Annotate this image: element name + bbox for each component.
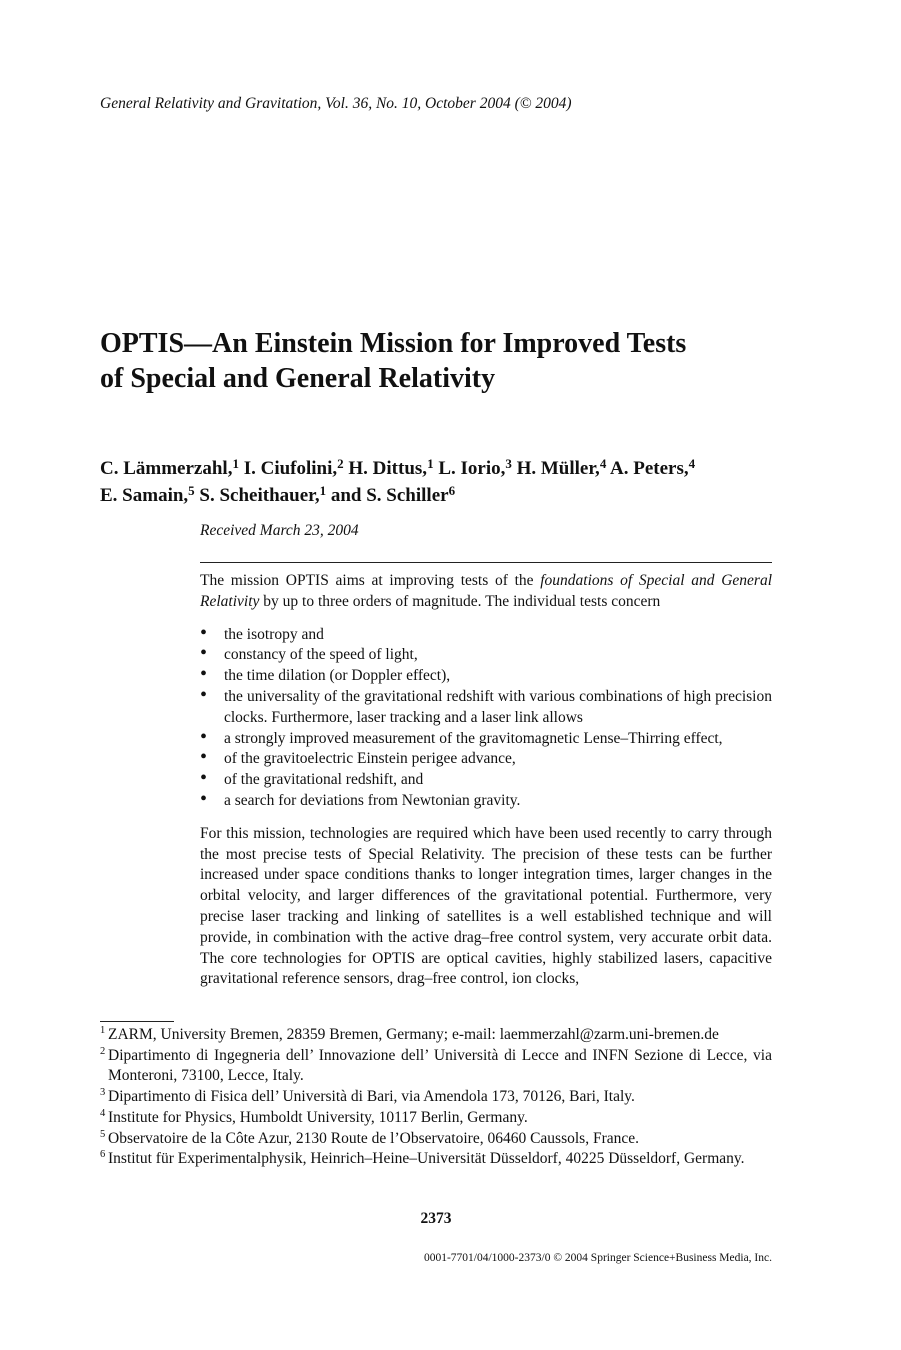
received-date: Received March 23, 2004	[200, 522, 359, 539]
footnotes	[100, 1025, 772, 1170]
list-item: • a search for deviations from Newtonian gravity.	[200, 791, 772, 812]
footnote: 6 Institut für Experimentalphysik, Heinrich–Heine–Universität Düsseldorf, 40225 Düsseldorf, Germany.	[100, 1149, 745, 1168]
author: E. Samain,$^5$	[100, 483, 195, 506]
author-line	[100, 482, 800, 509]
author-line	[100, 455, 800, 482]
test-list	[200, 625, 772, 812]
emphasis: foundations of Special and General Relativity	[200, 572, 772, 610]
author: L. Iorio,$^3$	[438, 456, 512, 479]
abstract-intro: The mission OPTIS aims at improving tests of the foundations of Special and General Relativity by up to three orders of magnitude. The individual tests concern	[200, 572, 772, 610]
author: C. Lämmerzahl,$^1$	[100, 456, 239, 479]
title-line: of Special and General Relativity	[100, 363, 496, 394]
list-item: • of the gravitational redshift, and	[200, 770, 772, 791]
author: H. Müller,$^4$	[516, 456, 607, 479]
author: S. Scheithauer,$^1$	[199, 483, 327, 506]
author: I. Ciufolini,$^2$	[243, 456, 344, 479]
list-item: • the universality of the gravitational redshift with various combinations of high precision clocks. Furthermore, laser tracking and a laser link allows	[200, 687, 772, 729]
list-item: • constancy of the speed of light,	[200, 645, 772, 666]
copyright-line: 0001-7701/04/1000-2373/0 © 2004 Springer Science+Business Media, Inc.	[423, 1252, 772, 1264]
abstract-paragraph: For this mission, technologies are required which have been used recently to carry through the most precise tests of Special Relativity. The precision of these tests can be further increased under space conditions thanks to longer integration times, larger changes in the orbital velocity, and larger differences of the gravitational potential. Furthermore, very precise laser tracking and linking of satellites is a well established technique and will provide, in combination with the active drag–free control system, very accurate orbit data. The core technologies for OPTIS are optical cavities, highly stabilized lasers, capacitive gravitational reference sensors, drag–free control, ion clocks,	[200, 824, 772, 988]
abstract-divider	[200, 562, 772, 563]
list-item: • the isotropy and	[200, 625, 772, 646]
title-line: OPTIS—An Einstein Mission for Improved Tests	[100, 328, 687, 359]
list-item: • a strongly improved measurement of the gravitomagnetic Lense–Thirring effect,	[200, 729, 772, 750]
paper-title	[100, 326, 800, 396]
footnote: 4 Institute for Physics, Humboldt University, 10117 Berlin, Germany.	[100, 1107, 528, 1126]
abstract	[200, 571, 772, 990]
author: A. Peters,$^4$	[610, 456, 696, 479]
footnote: 2 Dipartimento di Ingegneria dell’ Innovazione dell’ Università di Lecce and INFN Sezione di Lecce, via Monteroni, 73100, Lecce, Italy.	[100, 1045, 772, 1085]
journal-header: General Relativity and Gravitation, Vol. 36, No. 10, October 2004 (© 2004)	[100, 95, 572, 112]
author: and S. Schiller$^6$	[330, 483, 456, 506]
author: H. Dittus,$^1$	[348, 456, 434, 479]
list-item: • the time dilation (or Doppler effect),	[200, 666, 772, 687]
footnote: 3 Dipartimento di Fisica dell’ Università di Bari, via Amendola 173, 70126, Bari, Italy.	[100, 1087, 635, 1106]
footnote-divider	[100, 1021, 174, 1022]
author-list	[100, 455, 800, 509]
footnote: 5 Observatoire de la Côte Azur, 2130 Route de l’Observatoire, 06460 Caussols, France.	[100, 1128, 639, 1147]
footnote: 1 ZARM, University Bremen, 28359 Bremen, Germany; e-mail: laemmerzahl@zarm.uni-bremen.de	[100, 1025, 719, 1043]
list-item: • of the gravitoelectric Einstein perigee advance,	[200, 749, 772, 770]
page-number: 2373	[420, 1210, 452, 1227]
